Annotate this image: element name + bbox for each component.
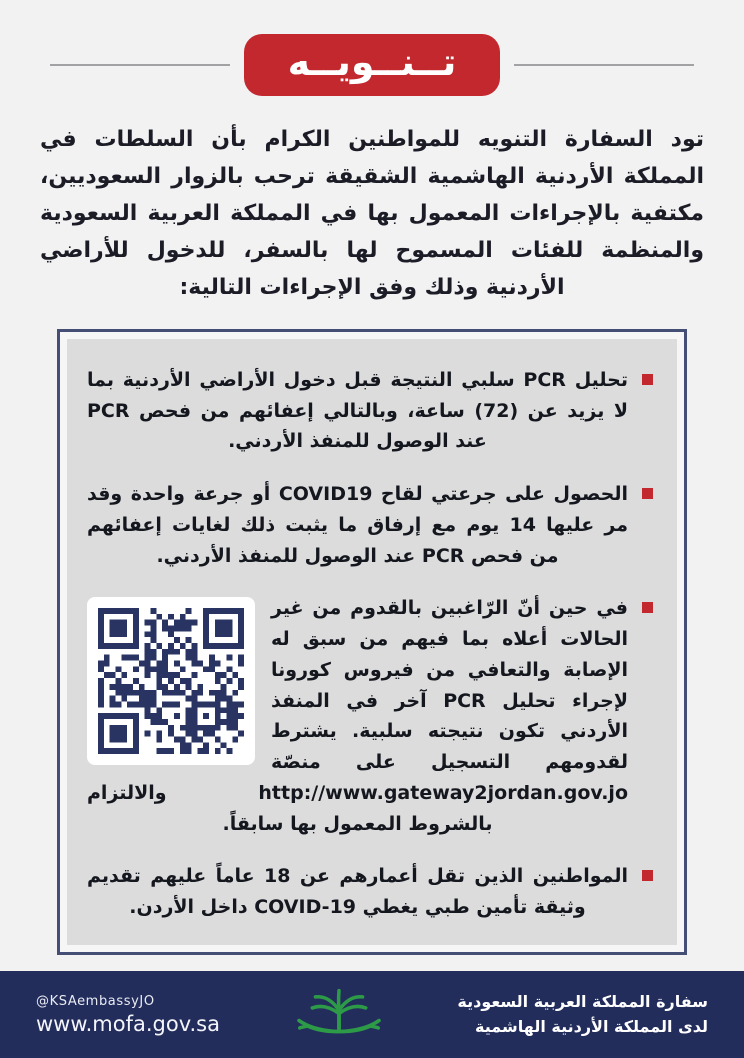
bullet-pcr-test [87, 365, 653, 457]
bullet-square-icon [642, 374, 653, 385]
procedures-panel [67, 339, 677, 945]
footer-bar [0, 971, 744, 1058]
bullet-registration [87, 593, 653, 839]
qr-code-icon [98, 608, 244, 754]
bullet-square-icon [642, 602, 653, 613]
bullet-minors-insurance-text: المواطنين الذين تقل أعمارهم عن 18 عاماً عليهم تقديم وثيقة تأمين طبي يغطي COVID-19 داخل الأردن. [87, 865, 629, 919]
qr-code-panel [87, 597, 255, 765]
bullet-minors-insurance [87, 861, 653, 923]
footer-embassy-name-line1: سفارة المملكة العربية السعودية [457, 991, 708, 1011]
footer-social-handle: @KSAembassyJO [36, 993, 155, 1009]
bullet-vaccine-doses-text: الحصول على جرعتي لقاح COVID19 أو جرعة واحدة وقد مر عليها 14 يوم مع إرفاق ما يثبت ذلك لغايات إعفائهم من فحص PCR عند الوصول للمنفذ الأردني. [87, 483, 629, 567]
intro-paragraph: تود السفارة التنويه للمواطنين الكرام بأن السلطات في المملكة الأردنية الهاشمية الشقيقة ترحب بالزوار السعوديين، مكتفية بالإجراءات المعمول بها في المملكة العربية السعودية والمنظمة للفئات المسموح لها بالسفر، للدخول للأراضي الأردنية وذلك وفق الإجراءات التالية: [40, 127, 704, 300]
bullet-square-icon [642, 488, 653, 499]
procedures-box [57, 329, 687, 955]
bullet-square-icon [642, 870, 653, 881]
bullet-registration-text: في حين أنّ الرّاغبين بالقدوم من غير الحالات أعلاه بما فيهم من سبق له الإصابة والتعافي من فيروس كورونا لإجراء تحليل PCR آخر في المنفذ الأردني تكون نتيجته سلبية. يشترط لقدومهم التسجيل على منصّة http://www.gateway2jordan.gov.jo والالتزام بالشروط المعمول بها سابقاً. [87, 597, 629, 835]
saudi-emblem-icon [291, 982, 387, 1048]
banner-line-left [50, 64, 230, 66]
notice-flyer [0, 34, 744, 1058]
bullet-vaccine-doses [87, 479, 653, 571]
footer-embassy-name-line2: لدى المملكة الأردنية الهاشمية [475, 1016, 708, 1036]
footer-contact-block [36, 994, 220, 1036]
footer-embassy-name-block [457, 990, 708, 1040]
notice-title: تــنــويــه [287, 40, 457, 84]
notice-title-badge [244, 34, 500, 96]
notice-banner [0, 34, 744, 96]
banner-line-right [514, 64, 694, 66]
footer-website: www.mofa.gov.sa [36, 1011, 220, 1036]
bullet-pcr-test-text: تحليل PCR سلبي النتيجة قبل دخول الأراضي الأردنية بما لا يزيد عن (72) ساعة، وبالتالي إعفائهم من فحص PCR عند الوصول للمنفذ الأردني. [87, 368, 628, 453]
